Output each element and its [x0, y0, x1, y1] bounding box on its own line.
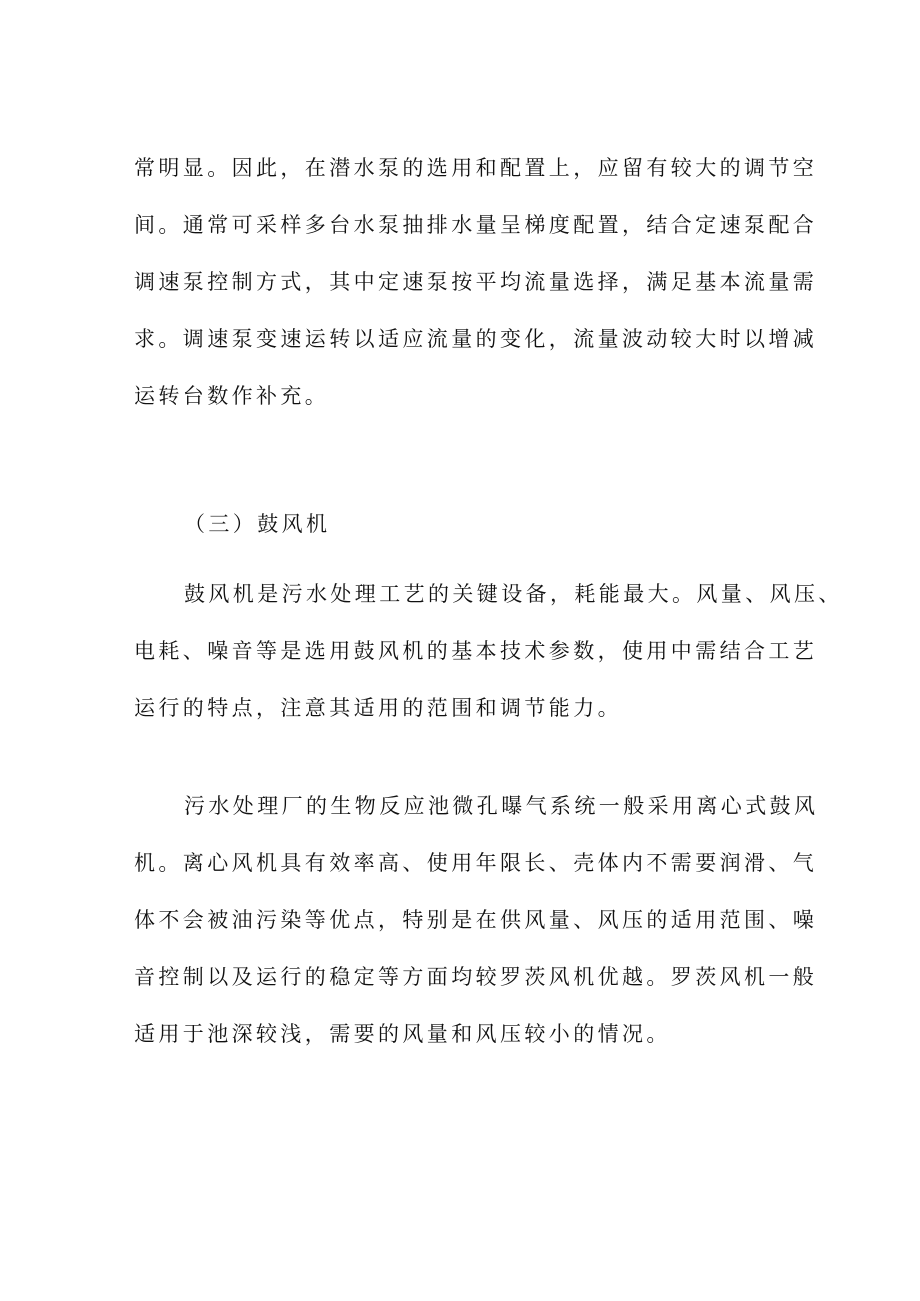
paragraph-2: [134, 566, 843, 737]
paragraph-3-line-2: 机。离心风机具有效率高、使用年限长、壳体内不需要润滑、气: [134, 851, 818, 875]
paragraph-1-line-3: 调速泵控制方式，其中定速泵按平均流量选择，满足基本流量需: [134, 270, 818, 294]
paragraph-3-line-3: 体不会被油污染等优点，特别是在供风量、风压的适用范围、噪: [134, 908, 818, 932]
paragraph-3-line-1: 污水处理厂的生物反应池微孔曝气系统一般采用离心式鼓风: [184, 794, 819, 818]
paragraph-1: [134, 140, 818, 425]
paragraph-2-line-1: 鼓风机是污水处理工艺的关键设备，耗能最大。风量、风压、: [184, 582, 843, 606]
paragraph-3-line-4: 音控制以及运行的稳定等方面均较罗茨风机优越。罗茨风机一般: [134, 965, 818, 989]
paragraph-1-line-1: 常明显。因此，在潜水泵的选用和配置上，应留有较大的调节空: [134, 156, 818, 180]
section-heading: （三）鼓风机: [184, 512, 331, 536]
section-heading-block: [134, 496, 794, 553]
paragraph-3-line-5: 适用于池深较浅，需要的风量和风压较小的情况。: [134, 1022, 671, 1046]
paragraph-1-line-4: 求。调速泵变速运转以适应流量的变化，流量波动较大时以增减: [134, 327, 818, 351]
paragraph-1-line-2: 间。通常可采样多台水泵抽排水量呈梯度配置，结合定速泵配合: [134, 213, 818, 237]
paragraph-2-line-3: 运行的特点，注意其适用的范围和调节能力。: [134, 696, 622, 720]
paragraph-2-line-2: 电耗、噪音等是选用鼓风机的基本技术参数，使用中需结合工艺: [134, 639, 818, 663]
paragraph-1-line-5: 运转台数作补充。: [134, 384, 330, 408]
paragraph-3: [134, 778, 819, 1063]
